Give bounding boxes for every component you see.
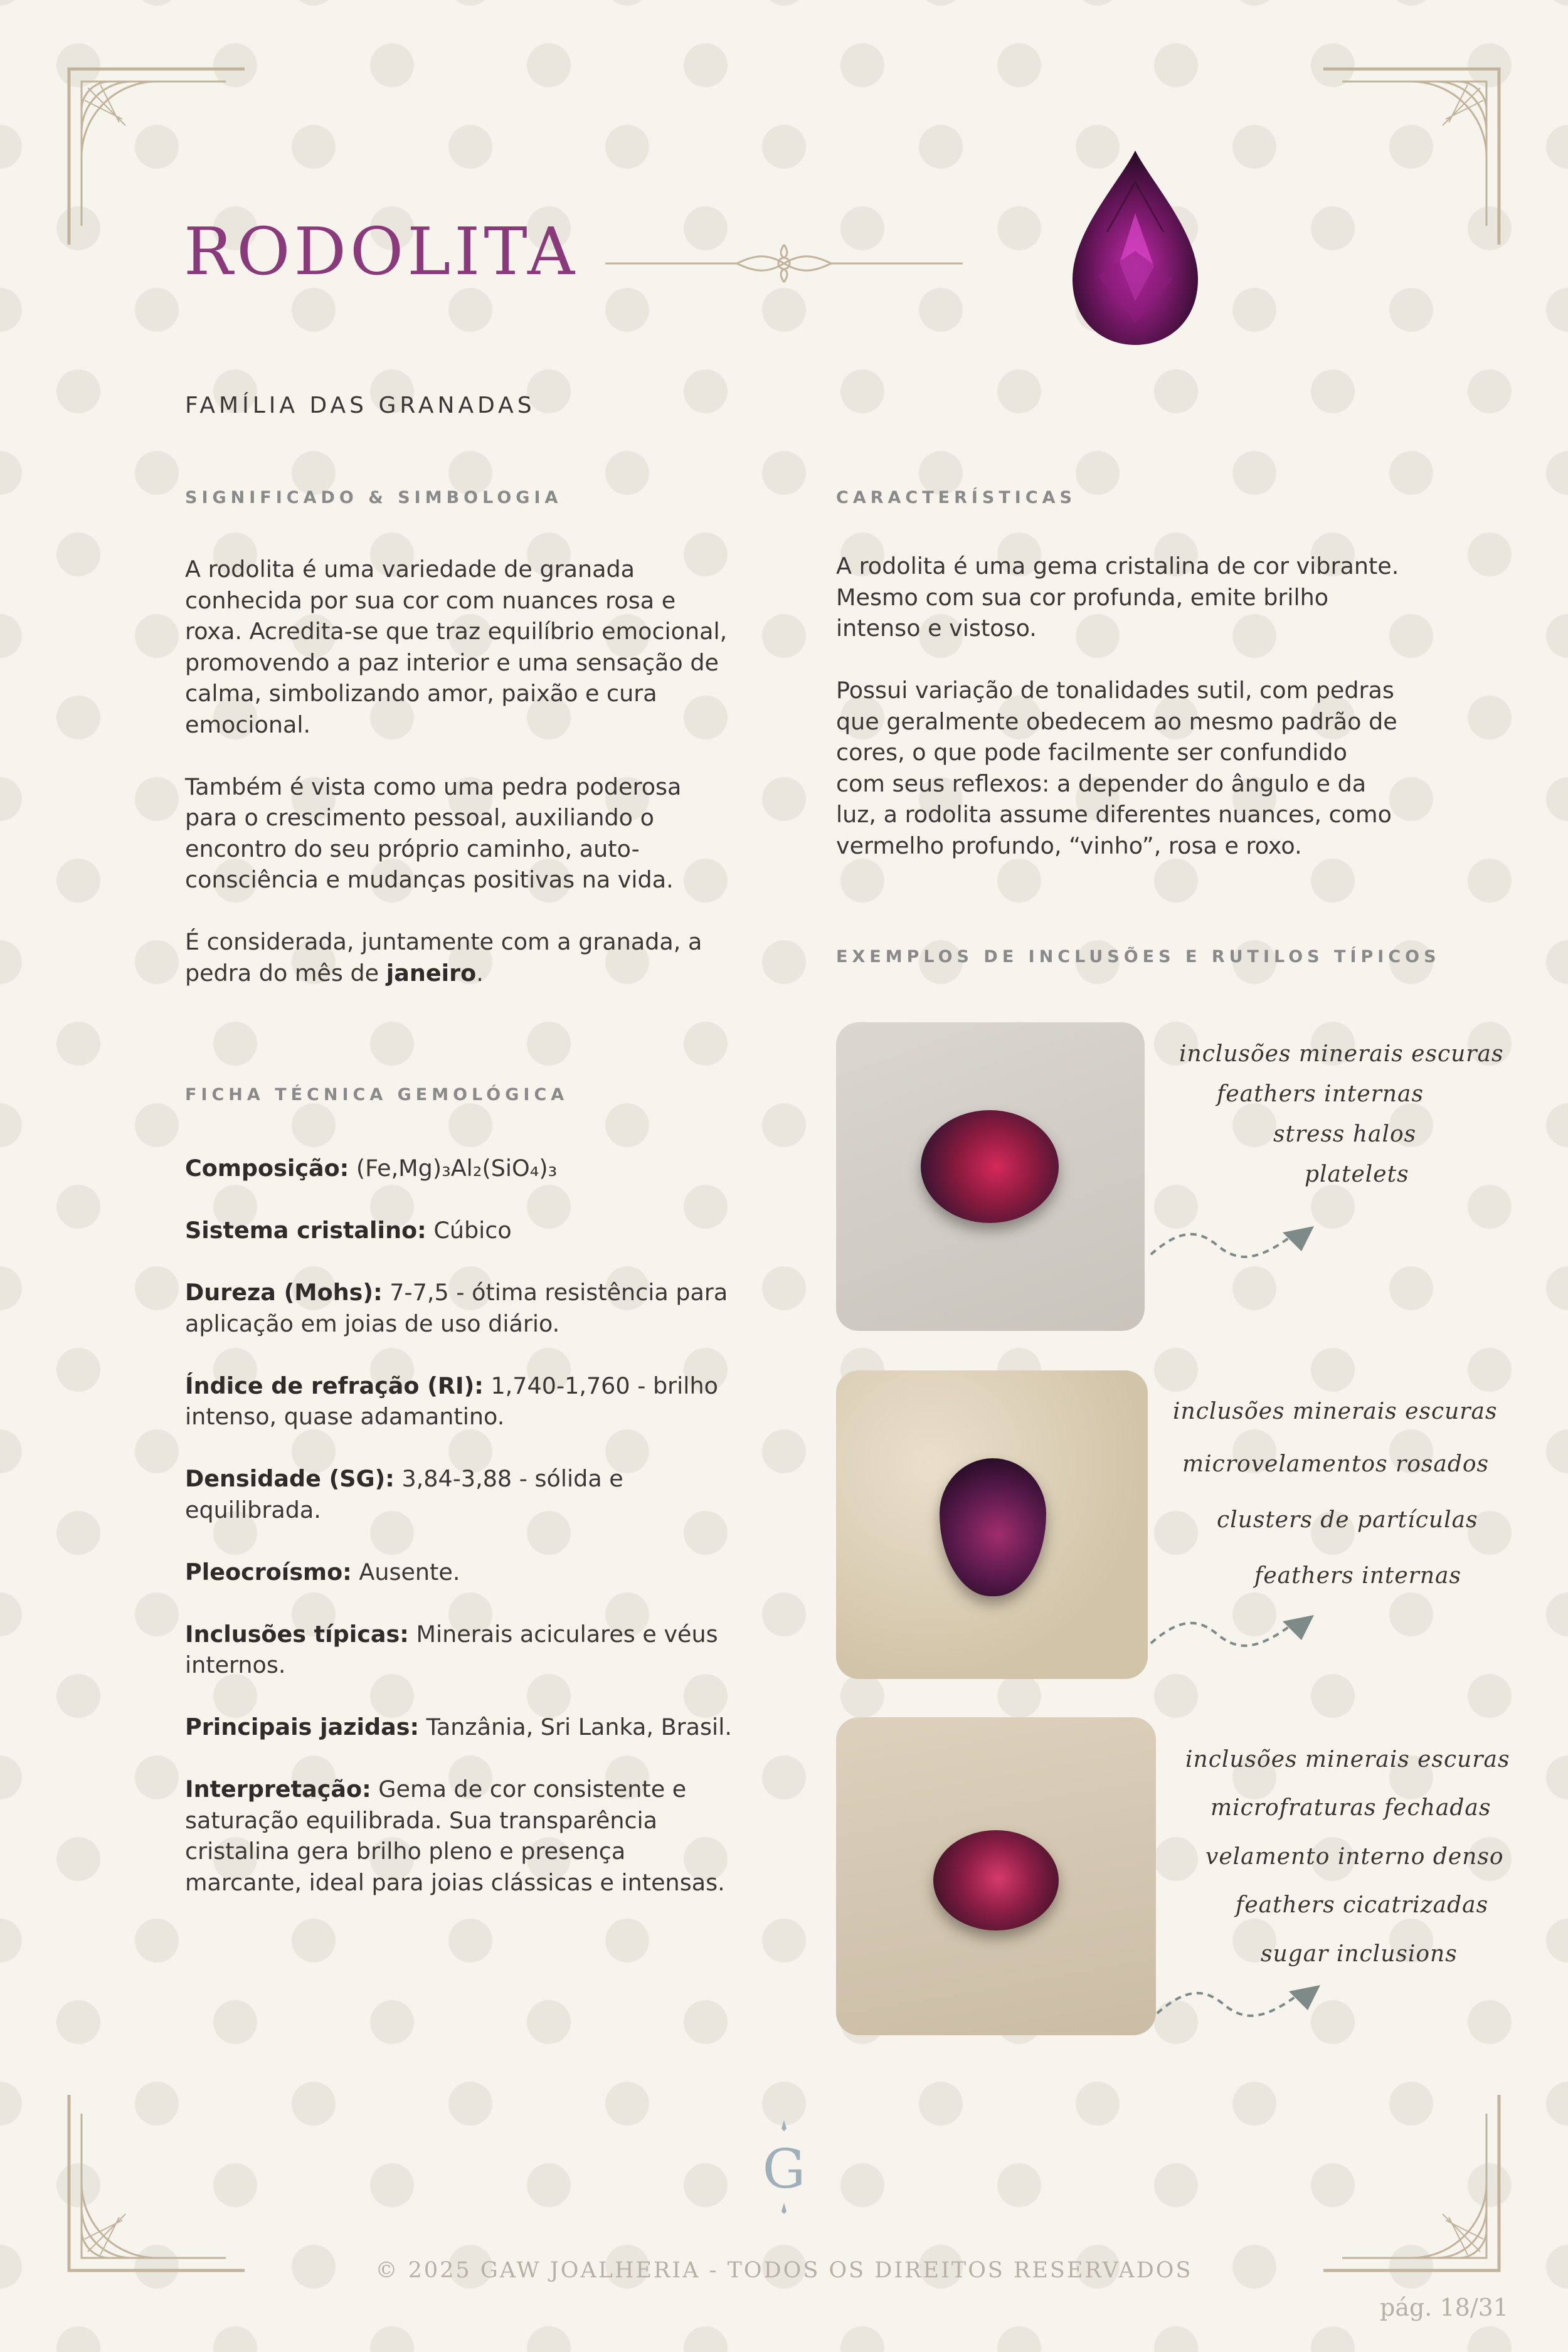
dashed-arrow-icon [1154, 1976, 1336, 2032]
ficha-item-label: Densidade (SG): [185, 1465, 395, 1492]
title-divider-ornament [605, 235, 963, 292]
ficha-item-label: Sistema cristalino: [185, 1217, 426, 1244]
dashed-arrow-icon [1148, 1217, 1330, 1273]
ficha-item-value: 3,84-3,88 - sólida e equilibrada. [185, 1465, 623, 1523]
ficha-item-value: Ausente. [351, 1558, 460, 1586]
corner-ornament-top-right [1323, 63, 1505, 245]
inclusion-note: microfraturas fechadas [1210, 1795, 1491, 1821]
inclusion-note: stress halos [1273, 1121, 1417, 1147]
inclusion-note: clusters de partículas [1217, 1507, 1478, 1533]
month-highlight: janeiro [386, 959, 477, 987]
footer-copyright: © 2025 GAW JOALHERIA - TODOS OS DIREITOS RESERVADOS [375, 2258, 1193, 2283]
caracteristicas-paragraph: Possui variação de tonalidades sutil, com pedras que geralmente obedecem ao mesmo padrão de cores, o que pode facilmente ser confundido com seus reflexos: a depender do ângulo e da luz, a rodolita assume diferentes nuances, como vermelho profundo, “vinho”, rosa e roxo. [836, 677, 1397, 859]
ficha-item-label: Índice de refração (RI): [185, 1372, 484, 1399]
ficha-item-value: (Fe,Mg)₃Al₂(SiO₄)₃ [349, 1155, 558, 1182]
pear-gem-image [940, 1458, 1046, 1596]
ficha-tecnica-list [185, 1153, 737, 1929]
ficha-item [185, 1153, 737, 1184]
caracteristicas-paragraph: A rodolita é uma gema cristalina de cor vibrante. Mesmo com sua cor profunda, emite brilho intenso e vistoso. [836, 553, 1399, 642]
brand-logo-icon [759, 2120, 809, 2214]
ficha-item [185, 1619, 737, 1681]
gem-family-subtitle: FAMÍLIA DAS GRANADAS [185, 393, 536, 418]
rhodolite-pear-gem-image [1060, 144, 1210, 351]
page-title: RODOLITA [184, 213, 579, 290]
ficha-item [185, 1370, 737, 1433]
inclusion-note: feathers cicatrizadas [1236, 1892, 1489, 1918]
caracteristicas-heading: CARACTERÍSTICAS [836, 488, 1076, 507]
ficha-item-label: Composição: [185, 1155, 349, 1182]
ficha-item [185, 1557, 737, 1588]
inclusion-photo-2 [836, 1370, 1148, 1679]
ficha-item-label: Dureza (Mohs): [185, 1279, 383, 1306]
ficha-item-value: Minerais aciculares e véus internos. [185, 1620, 718, 1678]
inclusion-notes-1 [1179, 1041, 1505, 1198]
ficha-item [185, 1712, 737, 1743]
ficha-item-value: Tanzânia, Sri Lanka, Brasil. [419, 1714, 732, 1740]
significado-heading: SIGNIFICADO & SIMBOLOGIA [185, 488, 563, 507]
dashed-arrow-icon [1148, 1606, 1330, 1662]
ficha-item-label: Inclusões típicas: [185, 1620, 409, 1648]
inclusion-note: feathers internas [1217, 1081, 1424, 1107]
caracteristicas-text-block [836, 551, 1401, 893]
ficha-item-label: Principais jazidas: [185, 1714, 420, 1740]
ficha-item [185, 1774, 737, 1898]
ficha-item-label: Pleocroísmo: [185, 1558, 352, 1586]
ficha-tecnica-heading: FICHA TÉCNICA GEMOLÓGICA [185, 1085, 569, 1104]
corner-ornament-bottom-right [1323, 2095, 1505, 2277]
ficha-item-value: 7-7,5 - ótima resistência para aplicação em joias de uso diário. [185, 1279, 728, 1337]
ficha-item-value: Gema de cor consistente e saturação equilibrada. Sua transparência cristalina gera brilho pleno e presença marcante, ideal para joias clássicas e intensas. [185, 1776, 725, 1896]
inclusion-note: velamento interno denso [1205, 1844, 1504, 1870]
ficha-item [185, 1277, 737, 1339]
ficha-item-label: Interpretação: [185, 1776, 371, 1803]
inclusion-photo-1 [836, 1022, 1145, 1331]
inclusion-note: inclusões minerais escuras [1179, 1041, 1504, 1067]
page-number: pág. 18/31 [1380, 2294, 1508, 2321]
inclusion-note: feathers internas [1254, 1563, 1461, 1589]
inclusion-note: inclusões minerais escuras [1185, 1747, 1510, 1772]
significado-text-block [185, 554, 737, 1020]
oval-gem-image [933, 1830, 1059, 1931]
inclusion-note: inclusões minerais escuras [1173, 1399, 1498, 1424]
inclusion-note: microvelamentos rosados [1182, 1451, 1490, 1477]
inclusion-note: sugar inclusions [1261, 1941, 1458, 1967]
ficha-item [185, 1463, 737, 1525]
ficha-item [185, 1215, 737, 1246]
corner-ornament-bottom-left [63, 2095, 245, 2277]
significado-paragraph: A rodolita é uma variedade de granada conhecida por sua cor com nuances rosa e roxa. Acredita-se que traz equilíbrio emocional, promovendo a paz interior e uma sensação de calma, simbolizando amor, paixão e cura emocional. [185, 556, 728, 738]
exemplos-heading: EXEMPLOS DE INCLUSÕES E RUTILOS TÍPICOS [836, 947, 1441, 967]
inclusion-notes-3 [1185, 1747, 1512, 1985]
logo-letter: G [762, 2138, 806, 2201]
oval-gem-image [921, 1110, 1059, 1223]
text-span: É considerada, juntamente com a granada, a pedra do mês de [185, 928, 702, 987]
significado-paragraph [185, 926, 737, 988]
ficha-item-value: Cúbico [426, 1217, 512, 1244]
inclusion-notes-2 [1173, 1399, 1499, 1606]
text-span: . [476, 959, 484, 987]
inclusion-photo-3 [836, 1717, 1156, 2035]
ficha-item-value: 1,740-1,760 - brilho intenso, quase adamantino. [185, 1372, 718, 1430]
inclusion-note: platelets [1305, 1162, 1409, 1187]
significado-paragraph: Também é vista como uma pedra poderosa para o crescimento pessoal, auxiliando o encontro do seu próprio caminho, auto-consciência e mudanças positivas na vida. [185, 773, 682, 893]
